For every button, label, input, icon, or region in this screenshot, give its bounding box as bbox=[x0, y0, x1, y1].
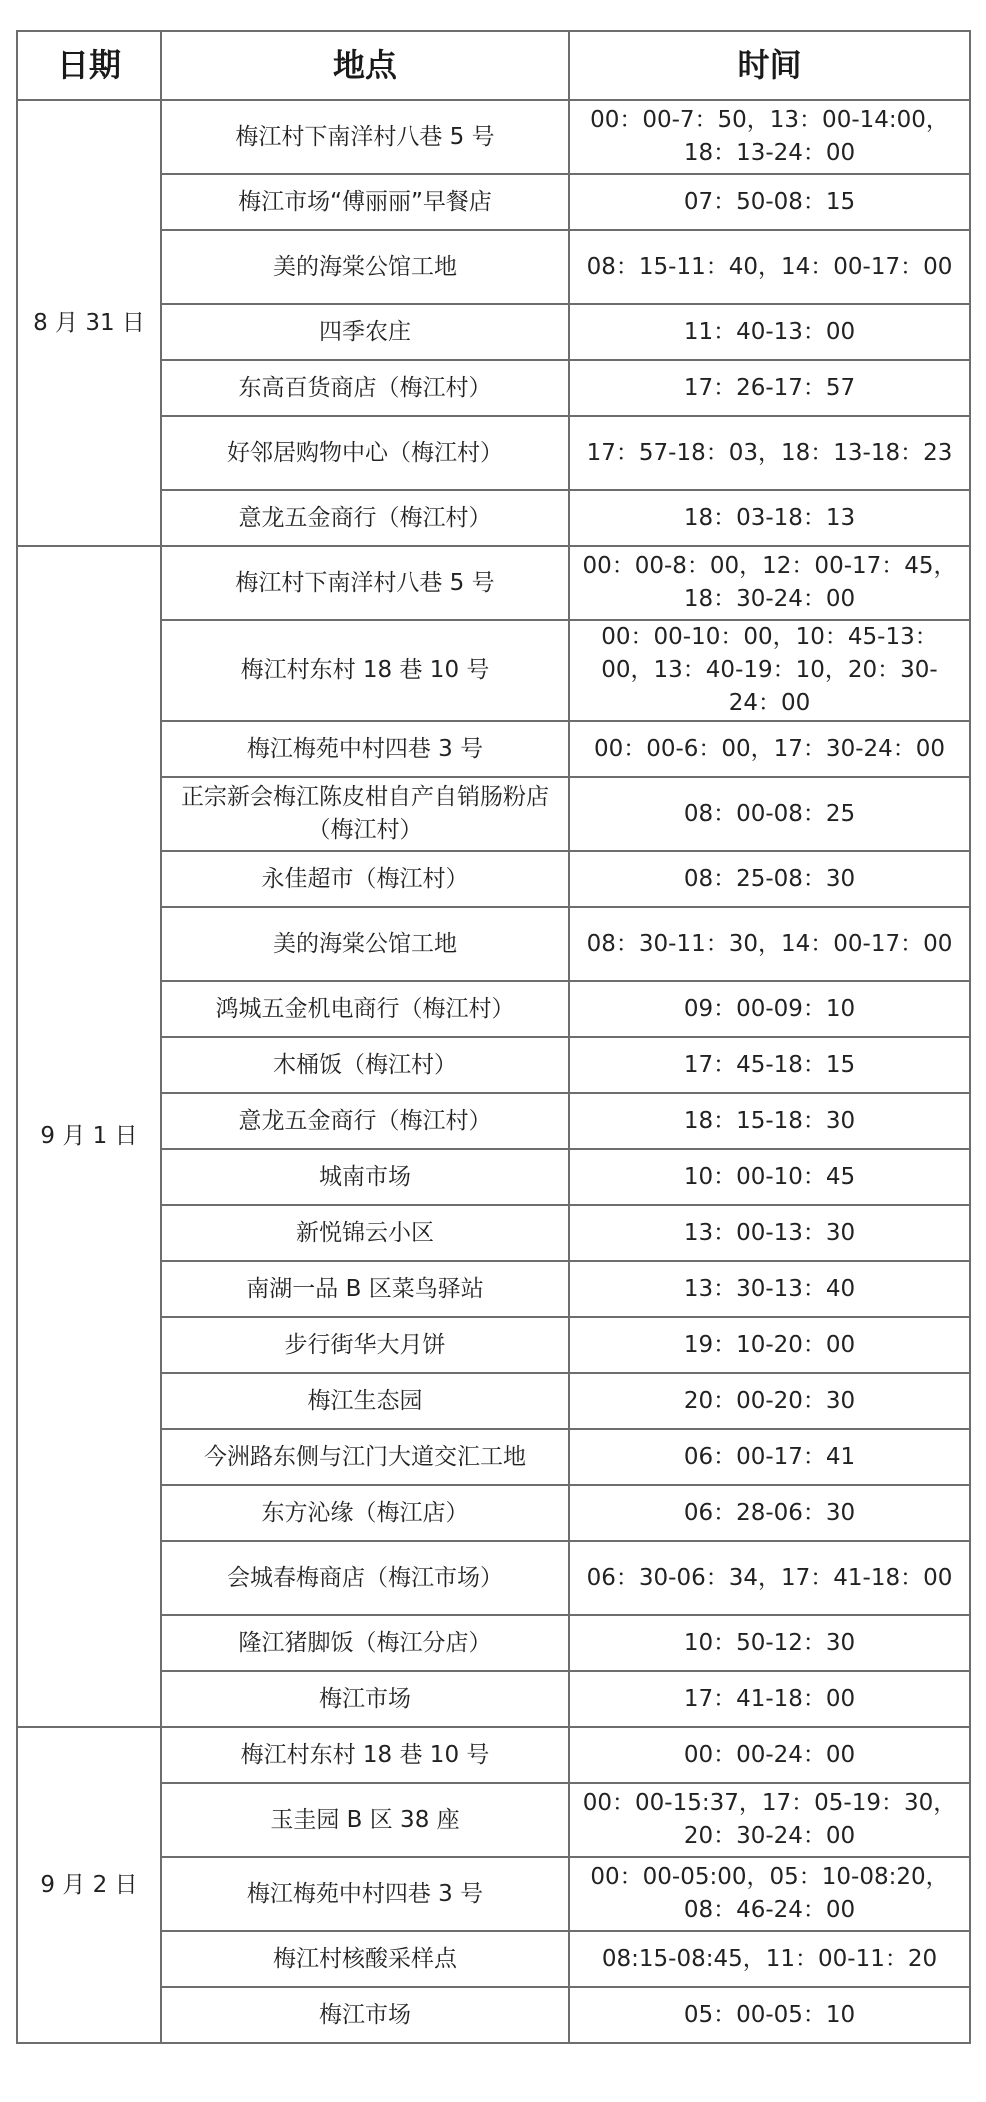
place-cell: 梅江村下南洋村八巷 5 号 bbox=[161, 100, 569, 174]
place-cell: 梅江市场 bbox=[161, 1671, 569, 1727]
place-cell: 梅江市场“傅丽丽”早餐店 bbox=[161, 174, 569, 230]
place-cell: 意龙五金商行（梅江村） bbox=[161, 1093, 569, 1149]
time-cell: 05：00-05：10 bbox=[569, 1987, 970, 2043]
place-cell: 梅江村东村 18 巷 10 号 bbox=[161, 1727, 569, 1783]
place-cell: 东方沁缘（梅江店） bbox=[161, 1485, 569, 1541]
place-cell: 好邻居购物中心（梅江村） bbox=[161, 416, 569, 490]
date-cell: 9 月 2 日 bbox=[17, 1727, 161, 2043]
time-cell: 00：00-7：50，13：00-14:00，18：13-24：00 bbox=[569, 100, 970, 174]
time-cell: 10：50-12：30 bbox=[569, 1615, 970, 1671]
time-cell: 08：25-08：30 bbox=[569, 851, 970, 907]
table-row bbox=[17, 100, 970, 174]
place-cell: 新悦锦云小区 bbox=[161, 1205, 569, 1261]
place-cell: 梅江村下南洋村八巷 5 号 bbox=[161, 546, 569, 620]
place-cell: 意龙五金商行（梅江村） bbox=[161, 490, 569, 546]
time-cell: 19：10-20：00 bbox=[569, 1317, 970, 1373]
place-cell: 四季农庄 bbox=[161, 304, 569, 360]
header-row bbox=[17, 31, 970, 100]
place-cell: 南湖一品 B 区菜鸟驿站 bbox=[161, 1261, 569, 1317]
time-cell: 06：28-06：30 bbox=[569, 1485, 970, 1541]
time-cell: 00：00-8：00，12：00-17：45，18：30-24：00 bbox=[569, 546, 970, 620]
time-cell: 06：00-17：41 bbox=[569, 1429, 970, 1485]
time-cell: 00：00-10：00，10：45-13：00，13：40-19：10，20：30-24：00 bbox=[569, 620, 970, 721]
place-cell: 玉圭园 B 区 38 座 bbox=[161, 1783, 569, 1857]
time-cell: 00：00-24：00 bbox=[569, 1727, 970, 1783]
time-cell: 18：03-18：13 bbox=[569, 490, 970, 546]
place-cell: 会城春梅商店（梅江市场） bbox=[161, 1541, 569, 1615]
place-cell: 梅江生态园 bbox=[161, 1373, 569, 1429]
time-cell: 17：45-18：15 bbox=[569, 1037, 970, 1093]
time-cell: 20：00-20：30 bbox=[569, 1373, 970, 1429]
place-cell: 正宗新会梅江陈皮柑自产自销肠粉店（梅江村） bbox=[161, 777, 569, 851]
time-cell: 06：30-06：34，17：41-18：00 bbox=[569, 1541, 970, 1615]
time-cell: 08：30-11：30，14：00-17：00 bbox=[569, 907, 970, 981]
date-cell: 9 月 1 日 bbox=[17, 546, 161, 1727]
time-cell: 08：15-11：40，14：00-17：00 bbox=[569, 230, 970, 304]
time-cell: 08:15-08:45，11：00-11：20 bbox=[569, 1931, 970, 1987]
place-cell: 永佳超市（梅江村） bbox=[161, 851, 569, 907]
table-row bbox=[17, 546, 970, 620]
place-cell: 城南市场 bbox=[161, 1149, 569, 1205]
header-place: 地点 bbox=[161, 31, 569, 100]
place-cell: 鸿城五金机电商行（梅江村） bbox=[161, 981, 569, 1037]
place-cell: 梅江市场 bbox=[161, 1987, 569, 2043]
time-cell: 13：30-13：40 bbox=[569, 1261, 970, 1317]
place-cell: 东高百货商店（梅江村） bbox=[161, 360, 569, 416]
time-cell: 13：00-13：30 bbox=[569, 1205, 970, 1261]
time-cell: 08：00-08：25 bbox=[569, 777, 970, 851]
place-cell: 步行街华大月饼 bbox=[161, 1317, 569, 1373]
place-cell: 美的海棠公馆工地 bbox=[161, 907, 569, 981]
time-cell: 00：00-05:00，05：10-08:20，08：46-24：00 bbox=[569, 1857, 970, 1931]
place-cell: 梅江村核酸采样点 bbox=[161, 1931, 569, 1987]
header-date: 日期 bbox=[17, 31, 161, 100]
place-cell: 梅江梅苑中村四巷 3 号 bbox=[161, 721, 569, 777]
header-time: 时间 bbox=[569, 31, 970, 100]
time-cell: 17：57-18：03，18：13-18：23 bbox=[569, 416, 970, 490]
time-cell: 18：15-18：30 bbox=[569, 1093, 970, 1149]
place-cell: 隆江猪脚饭（梅江分店） bbox=[161, 1615, 569, 1671]
date-cell: 8 月 31 日 bbox=[17, 100, 161, 546]
place-cell: 美的海棠公馆工地 bbox=[161, 230, 569, 304]
place-cell: 今洲路东侧与江门大道交汇工地 bbox=[161, 1429, 569, 1485]
time-cell: 00：00-6：00，17：30-24：00 bbox=[569, 721, 970, 777]
time-cell: 09：00-09：10 bbox=[569, 981, 970, 1037]
time-cell: 10：00-10：45 bbox=[569, 1149, 970, 1205]
time-cell: 17：41-18：00 bbox=[569, 1671, 970, 1727]
time-cell: 00：00-15:37，17：05-19：30，20：30-24：00 bbox=[569, 1783, 970, 1857]
exposure-schedule-table bbox=[16, 30, 971, 2044]
table-row bbox=[17, 1727, 970, 1783]
time-cell: 17：26-17：57 bbox=[569, 360, 970, 416]
place-cell: 梅江村东村 18 巷 10 号 bbox=[161, 620, 569, 721]
time-cell: 07：50-08：15 bbox=[569, 174, 970, 230]
place-cell: 木桶饭（梅江村） bbox=[161, 1037, 569, 1093]
place-cell: 梅江梅苑中村四巷 3 号 bbox=[161, 1857, 569, 1931]
time-cell: 11：40-13：00 bbox=[569, 304, 970, 360]
